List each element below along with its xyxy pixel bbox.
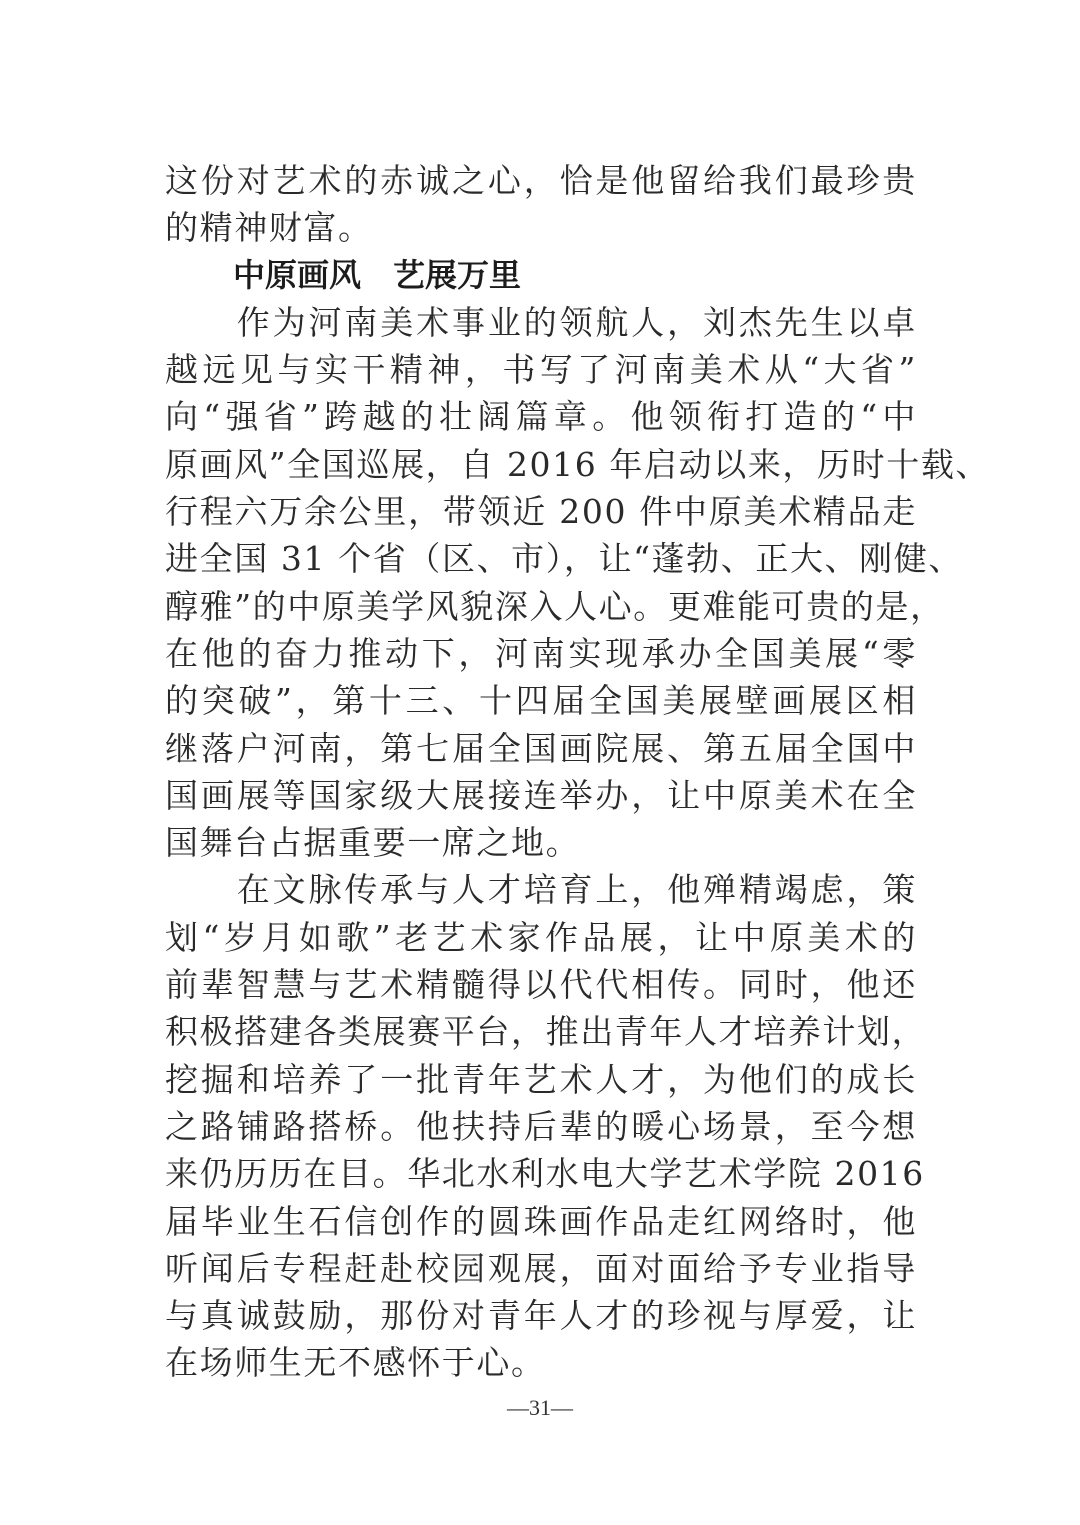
text-line: 届毕业生石信创作的圆珠画作品走红网络时，他 bbox=[165, 1201, 917, 1241]
page-number: —31— bbox=[507, 1395, 573, 1420]
text-line: 来仍历历在目。华北水利水电大学艺术学院 2016 bbox=[165, 1154, 925, 1194]
text-line: 在场师生无不感怀于心。 bbox=[165, 1343, 546, 1383]
text-line: 前辈智慧与艺术精髓得以代代相传。同时，他还 bbox=[165, 965, 917, 1005]
paragraph-talent bbox=[165, 866, 927, 1386]
text-line: 继落户河南，第七届全国画院展、第五届全国中 bbox=[165, 728, 917, 768]
text-line: 向“强省”跨越的壮阔篇章。他领衔打造的“中 bbox=[165, 397, 917, 437]
text-line: 作为河南美术事业的领航人，刘杰先生以卓 bbox=[165, 302, 917, 342]
text-line: 这份对艺术的赤诚之心，恰是他留给我们最珍贵 bbox=[165, 161, 917, 200]
text-line: 挖掘和培养了一批青年艺术人才，为他们的成长 bbox=[165, 1059, 917, 1099]
text-line: 在他的奋力推动下，河南实现承办全国美展“零 bbox=[165, 633, 917, 673]
text-line: 划“岁月如歌”老艺术家作品展，让中原美术的 bbox=[165, 917, 917, 957]
text-line: 国画展等国家级大展接连举办，让中原美术在全 bbox=[165, 775, 917, 815]
text-line: 行程六万余公里，带领近 200 件中原美术精品走 bbox=[165, 492, 917, 532]
text-line: 在文脉传承与人才培育上，他殚精竭虑，策 bbox=[165, 870, 917, 910]
text-line: 与真诚鼓励，那份对青年人才的珍视与厚爱，让 bbox=[165, 1296, 917, 1336]
text-line: 越远见与实干精神，书写了河南美术从“大省” bbox=[165, 350, 917, 390]
paragraph-exhibitions bbox=[165, 299, 991, 867]
paragraph-continued bbox=[165, 157, 917, 252]
text-line: 听闻后专程赶赴校园观展，面对面给予专业指导 bbox=[165, 1248, 917, 1288]
text-line: 原画风”全国巡展，自 2016 年启动以来，历时十载、 bbox=[165, 444, 991, 484]
text-line: 之路铺路搭桥。他扶持后辈的暖心场景，至今想 bbox=[165, 1106, 917, 1146]
document-page bbox=[165, 157, 991, 1387]
text-line: 积极搭建各类展赛平台，推出青年人才培养计划， bbox=[165, 1012, 927, 1052]
text-line: 进全国 31 个省（区、市），让“蓬勃、正大、刚健、 bbox=[165, 539, 963, 579]
text-line: 的精神财富。 bbox=[165, 208, 373, 248]
text-line: 的突破”，第十三、十四届全国美展壁画展区相 bbox=[165, 681, 917, 721]
text-line: 醇雅”的中原美学风貌深入人心。更难能可贵的是， bbox=[165, 586, 945, 626]
text-line: 国舞台占据重要一席之地。 bbox=[165, 823, 581, 863]
section-heading: 中原画风 艺展万里 bbox=[233, 255, 522, 294]
